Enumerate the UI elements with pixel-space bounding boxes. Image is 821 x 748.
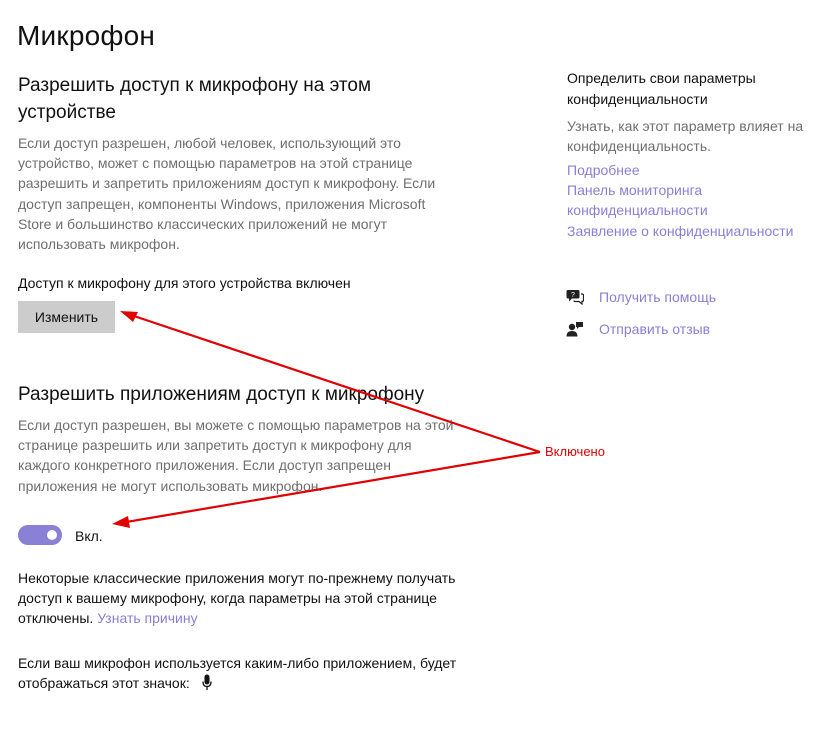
classic-apps-note-text: Некоторые классические приложения могут по-прежнему получать доступ к вашему микрофону, когда параметры на этой странице отключены. (18, 570, 456, 627)
annotation-arrow-lines (126, 316, 540, 522)
page-title: Микрофон (17, 20, 156, 51)
app-access-description: Если доступ разрешен, вы можете с помощью параметров на этой странице разрешить или запретить доступ к микрофону для каждого конкретного приложения. Если доступ запрещен приложения не могут использовать микрофон. (18, 417, 454, 494)
arrow-to-change-button (134, 316, 540, 452)
toggle-state-label: Вкл. (75, 528, 103, 544)
arrowhead-toggle (112, 516, 130, 528)
svg-text:?: ? (571, 292, 575, 299)
send-feedback-label: Отправить отзыв (599, 321, 711, 337)
device-access-description: Если доступ разрешен, любой человек, использующий это устройство, может с помощью параметров на этой странице разрешить и запретить приложениям доступ к микрофону. Если доступ запрещен, компоненты Windows, приложения Microsoft Store и большинство классических приложений не могут использовать микрофон. (18, 135, 436, 253)
change-button[interactable]: Изменить (18, 301, 115, 333)
learn-why-link[interactable]: Узнать причину (97, 610, 198, 627)
sidebar-description: Узнать, как этот параметр влияет на конфиденциальность. (567, 118, 804, 154)
device-access-title: Разрешить доступ к микрофону на этом устройстве (18, 75, 372, 123)
privacy-statement-link[interactable]: Заявление о конфиденциальности (567, 222, 794, 239)
privacy-dashboard-link[interactable]: Панель мониторинга конфиденциальности (567, 182, 708, 219)
annotation-label: Включено (545, 444, 605, 459)
learn-more-link[interactable]: Подробнее (567, 162, 640, 178)
device-access-status: Доступ к микрофону для этого устройства включен (18, 275, 351, 291)
get-help-label: Получить помощь (599, 289, 717, 305)
app-access-title: Разрешить приложениям доступ к микрофону (18, 384, 425, 405)
arrow-to-toggle (126, 452, 540, 522)
sidebar-heading: Определить свои параметры конфиденциальности (567, 70, 756, 107)
arrowhead-button (120, 311, 138, 322)
indicator-note-text: Если ваш микрофон используется каким-либо приложением, будет отображаться этот значок: (18, 655, 457, 692)
